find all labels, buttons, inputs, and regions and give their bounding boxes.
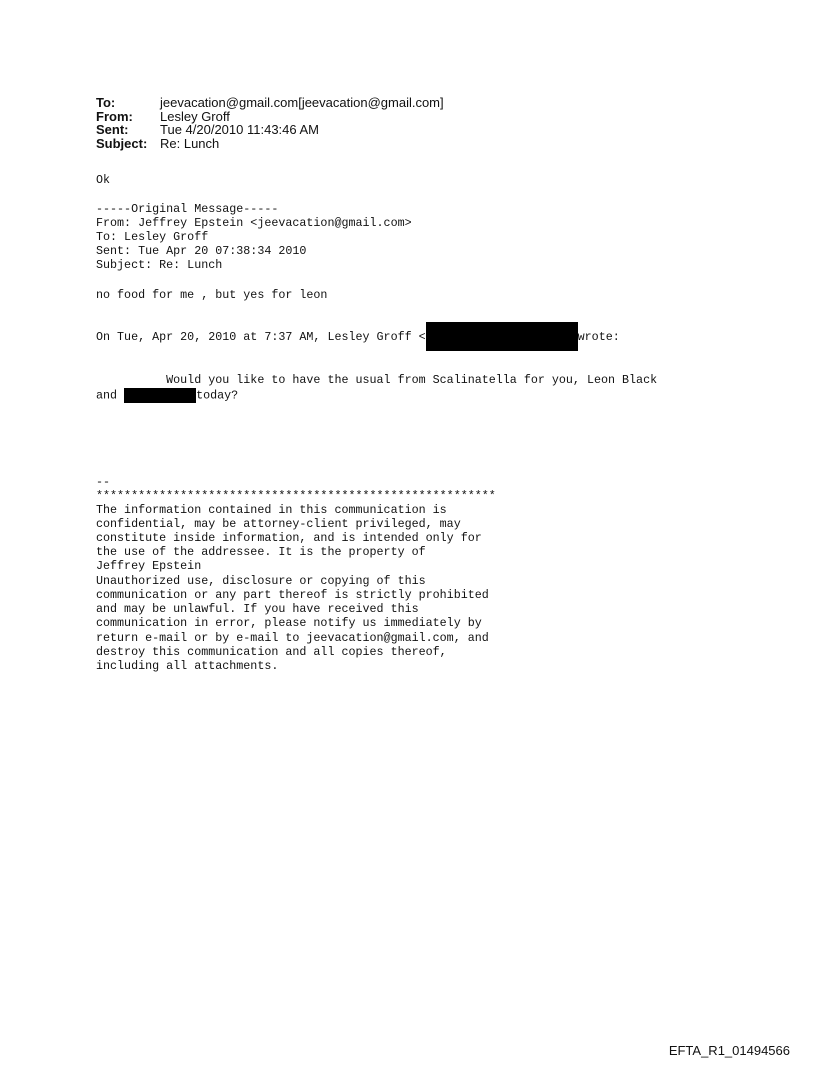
- to-label: To:: [96, 95, 116, 110]
- email-header: [96, 96, 444, 150]
- sent-label: Sent:: [96, 122, 129, 137]
- disclaimer-line: return e-mail or by e-mail to jeevacation@gmail.com, and: [96, 631, 489, 645]
- disclaimer-line: destroy this communication and all copies thereof,: [96, 645, 447, 659]
- reply-text: Ok: [96, 173, 111, 187]
- original-from: From: Jeffrey Epstein <jeevacation@gmail.com>: [96, 216, 412, 230]
- sent-row: [96, 123, 444, 137]
- to-row: [96, 96, 444, 110]
- disclaimer-line: confidential, may be attorney-client privileged, may: [96, 517, 461, 531]
- original-to: To: Lesley Groff: [96, 230, 209, 244]
- disclaimer-line: and may be unlawful. If you have received this: [96, 602, 419, 616]
- to-value: jeevacation@gmail.com[jeevacation@gmail.com]: [160, 95, 444, 110]
- quoted-line-2-start: and: [96, 388, 125, 403]
- from-value: Lesley Groff: [160, 108, 230, 124]
- quoted-line-2-end: today?: [196, 388, 239, 403]
- signature-separator: --: [96, 475, 111, 489]
- subject-row: [96, 137, 444, 151]
- disclaimer-line: The information contained in this communication is: [96, 503, 447, 517]
- quote-intro-end: wrote:: [577, 330, 620, 344]
- disclaimer-line: communication or any part thereof is strictly prohibited: [96, 588, 489, 602]
- redaction-box: [426, 322, 578, 351]
- disclaimer-line: Unauthorized use, disclosure or copying of this: [96, 574, 426, 588]
- disclaimer-line: Jeffrey Epstein: [96, 559, 202, 573]
- quoted-line-2: [96, 388, 238, 403]
- original-subject: Subject: Re: Lunch: [96, 258, 223, 272]
- subject-label: Subject:: [96, 135, 148, 151]
- quote-intro: [96, 331, 620, 343]
- quoted-line-1: Would you like to have the usual from Scalinatella for you, Leon Black: [96, 373, 658, 387]
- signature-stars: *********************************************************: [96, 489, 496, 503]
- document-id: EFTA_R1_01494566: [668, 1043, 790, 1058]
- original-message-marker: -----Original Message-----: [96, 202, 279, 216]
- subject-value: Re: Lunch: [160, 135, 220, 151]
- disclaimer-line: constitute inside information, and is intended only for: [96, 531, 482, 545]
- disclaimer-line: the use of the addressee. It is the property of: [96, 545, 426, 559]
- quote-intro-start: On Tue, Apr 20, 2010 at 7:37 AM, Lesley Groff <: [96, 330, 426, 344]
- original-sent: Sent: Tue Apr 20 07:38:34 2010: [96, 244, 307, 258]
- from-row: [96, 110, 444, 124]
- original-text: no food for me , but yes for leon: [96, 288, 328, 302]
- disclaimer-line: communication in error, please notify us immediately by: [96, 616, 482, 630]
- from-label: From:: [96, 108, 133, 124]
- sent-value: Tue 4/20/2010 11:43:46 AM: [160, 122, 320, 137]
- disclaimer-line: including all attachments.: [96, 659, 279, 673]
- redaction-box: [124, 388, 196, 403]
